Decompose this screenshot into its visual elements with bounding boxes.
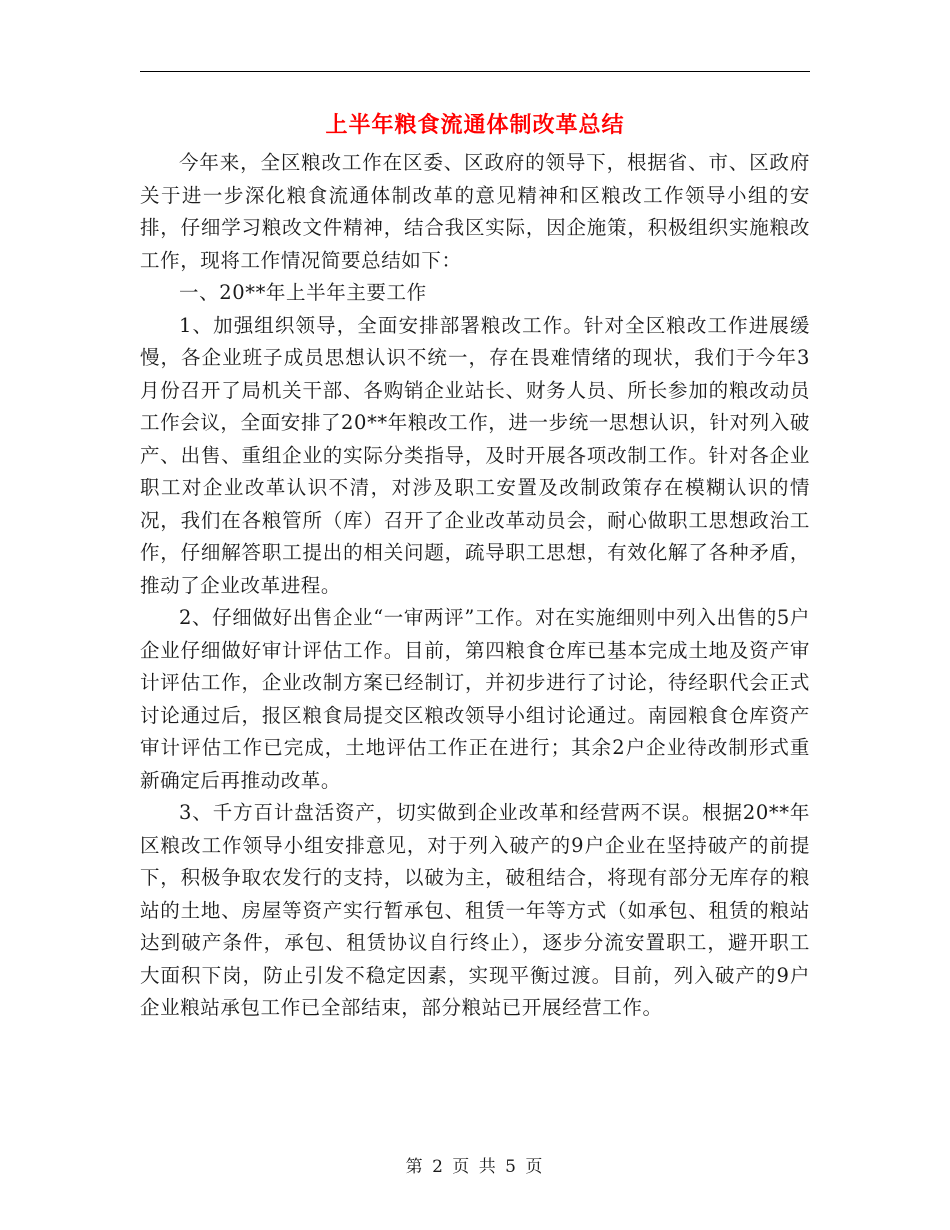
document-body (140, 147, 810, 1025)
header-rule (140, 71, 810, 72)
paragraph-intro: 今年来，全区粮改工作在区委、区政府的领导下，根据省、市、区政府关于进一步深化粮食流通体制改革的意见精神和区粮改工作领导小组的安排，仔细学习粮改文件精神，结合我区实际，因企施策，积极组织实施粮改工作，现将工作情况简要总结如下： (140, 151, 810, 272)
paragraph-item-1: 1、加强组织领导，全面安排部署粮改工作。针对全区粮改工作进展缓慢，各企业班子成员思想认识不统一，存在畏难情绪的现状，我们于今年3月份召开了局机关干部、各购销企业站长、财务人员、所长参加的粮改动员工作会议，全面安排了20**年粮改工作，进一步统一思想认识，针对列入破产、出售、重组企业的实际分类指导，及时开展各项改制工作。针对各企业职工对企业改革认识不清，对涉及职工安置及改制政策存在模糊认识的情况，我们在各粮管所（库）召开了企业改革动员会，耐心做职工思想政治工作，仔细解答职工提出的相关问题，疏导职工思想，有效化解了各种矛盾，推动了企业改革进程。 (140, 313, 810, 597)
paragraph-item-2: 2、仔细做好出售企业“一审两评”工作。对在实施细则中列入出售的5户企业仔细做好审计评估工作。目前，第四粮食仓库已基本完成土地及资产审计评估工作，企业改制方案已经制订，并初步进行了讨论，待经职代会正式讨论通过后，报区粮食局提交区粮改领导小组讨论通过。南园粮食仓库资产审计评估工作已完成，土地评估工作正在进行；其余2户企业待改制形式重新确定后再推动改革。 (140, 606, 810, 792)
page-number-footer: 第 2 页 共 5 页 (405, 1157, 545, 1177)
document-title: 上半年粮食流通体制改革总结 (325, 113, 625, 138)
section-heading: 一、20**年上半年主要工作 (179, 281, 427, 304)
paragraph-item-3: 3、千方百计盘活资产，切实做到企业改革和经营两不误。根据20**年区粮改工作领导小组安排意见，对于列入破产的9户企业在坚持破产的前提下，积极争取农发行的支持，以破为主，破租结合，将现有部分无库存的粮站的土地、房屋等资产实行暂承包、租赁一年等方式（如承包、租赁的粮站达到破产条件，承包、租赁协议自行终止），逐步分流安置职工，避开职工大面积下岗，防止引发不稳定因素，实现平衡过渡。目前，列入破产的9户企业粮站承包工作已全部结束，部分粮站已开展经营工作。 (140, 801, 810, 1019)
